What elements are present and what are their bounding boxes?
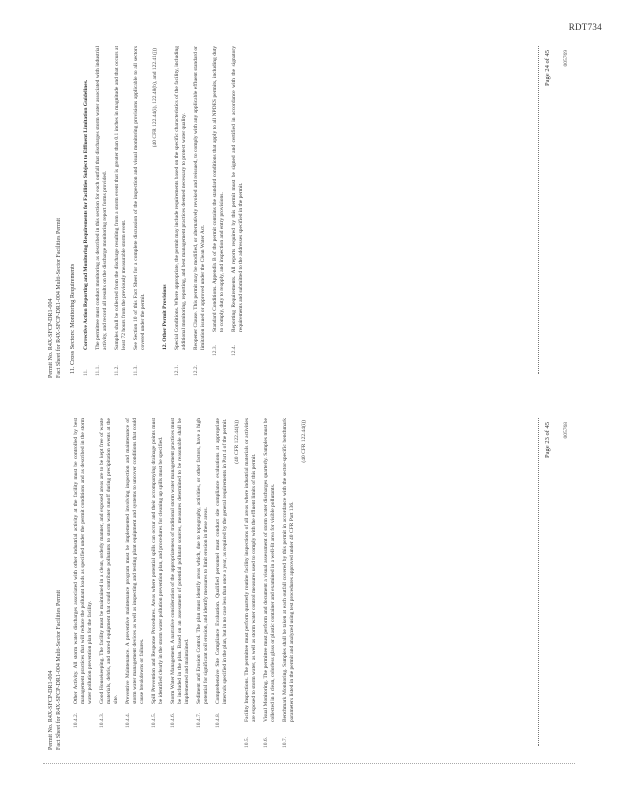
- paragraph: [174, 36, 188, 384]
- paragraph-text: Reopener Clause. This permit may be modified, or alternatively revoked and reissued, to comply with any applicable effluent standard or limitation issued or approved under the Clean Water Act.: [193, 46, 206, 350]
- header-fact-sheet-title: Fact Sheet for R4X-SFCP-DR1-004 Multi-Sector Facilities Permit: [56, 218, 62, 378]
- paragraph-number: 10.4.4.: [125, 712, 131, 728]
- paragraph-number: 10.4.8.: [215, 712, 221, 728]
- citation: (40 CFR 122.44(i)): [301, 420, 307, 463]
- paragraph: [133, 36, 147, 384]
- paragraph-number: 11.1.: [95, 365, 101, 376]
- paragraph-text: Storm Water Management. A narrative consideration of the appropriateness of traditional storm water management practices must be included in the plan. Based on an assessment of potential pollutant sources, measures determined to be reasonable shall be implemented and maintained.: [170, 418, 190, 704]
- paragraph-text: Sediment and Erosion Control. The plan must identify areas which, due to topography, activities, or other factors, have a high potential for significant soil erosion, and identify measures to limit erosion in these areas.: [196, 418, 209, 704]
- paragraph: [196, 408, 210, 756]
- paragraph: [231, 36, 245, 384]
- paragraph-text: Facility Inspections. The permittee must perform quarterly routine facility inspections of all areas where industrial materials or activities are exposed to storm water, as well as storm water control measures used to comply with the effluent limits of this permit.: [244, 418, 257, 722]
- page-left: [29, 408, 589, 756]
- paragraph-text: Corrective Action Reporting and Monitoring Requirements for Facilities Subject to Effluent Limitation Guidelines.: [83, 79, 89, 350]
- paragraph-number: 10.4.5.: [151, 712, 157, 728]
- paragraph-number: 10.4.3.: [99, 712, 105, 728]
- document-id: RDT734: [568, 22, 602, 32]
- paragraph-text: Good Housekeeping. The facility must be maintained in a clean, orderly manner, and exposed areas are to be kept free of waste materials, debris, and stored equipment that could contribute pollutants to storm water runoff during precipitation events at the site.: [99, 418, 119, 704]
- paragraph-number: 11.: [83, 369, 89, 376]
- paragraph-text: Visual Monitoring. The permittee must perform and document a visual assessment of storm water discharges quarterly. Samples must be collected in a clean, colorless glass or plastic container and examined in a well-lit area for visible pollutants.: [263, 418, 276, 722]
- paragraph-number: 12.2.: [193, 365, 199, 376]
- paragraph: [151, 408, 165, 756]
- paragraph: [244, 408, 258, 756]
- paragraph-text: Spill Prevention and Response Procedures. Areas where potential spills can occur and their accompanying drainage points must be identified clearly in the storm water pollution prevention plan, and procedures for cleaning up spills must be specified.: [151, 418, 164, 704]
- paragraph: [114, 36, 128, 384]
- page-right: [29, 36, 589, 384]
- paragraph-number: 10.5.: [244, 737, 250, 748]
- paragraph-text: Other Activity. All storm water discharges associated with other industrial activity at the facility must be controlled by best management practices that will reduce the pollutant loads as specified under the permit conditions and as described in the storm water pollution prevention plan for the facility.: [73, 418, 93, 704]
- header-permit-number: Permit No. R4X-SFCP-DR1-004: [48, 670, 54, 750]
- paragraph-text: See Section 10 of this Fact Sheet for a complete discussion of the inspection and visual monitoring provisions applicable to all sectors covered under the permit.: [133, 46, 146, 350]
- paragraph: [215, 408, 229, 756]
- citation: (40 CFR 122.44(i), 122.48(b), and 122.41(j)): [152, 48, 158, 148]
- paragraph: [99, 408, 120, 756]
- paragraph-text: Benchmark Monitoring. Samples shall be taken at each outfall covered by this permit in accordance with the sector-specific benchmark parameters listed in the permit and analyzed using test procedures approved under 40 CFR Part 136.: [282, 418, 295, 722]
- footer-rule: [538, 46, 539, 374]
- paragraph-number: 10.4.6.: [170, 712, 176, 728]
- paragraph-text: Special Conditions. Where appropriate, the permit may include requirements based on the specific characteristics of the facility, including additional monitoring, reporting, and best management practices deemed necessary to protect water quality.: [174, 46, 187, 350]
- paragraph: [95, 36, 109, 384]
- paragraph-number: 11.3.: [133, 365, 139, 376]
- header-permit-number: Permit No. R4X-SFCP-DR1-004: [48, 298, 54, 378]
- bates-stamp: 005769: [563, 50, 569, 67]
- paragraph-text: Samples shall be collected from the discharge resulting from a storm event that is greater than 0.1 inches in magnitude and that occurs at least 72 hours from the previously measurable storm event.: [114, 46, 127, 350]
- citation: (40 CFR 122.44(k)): [234, 420, 240, 464]
- paragraph-text: Standard Conditions. Appendix B of the permit contains the standard conditions that apply to all NPDES permits, including duty to comply, duty to reapply, and inspection and entry provisions.: [212, 46, 225, 332]
- paragraph-text: Reporting Requirements. All reports required by this permit must be signed and certified in accordance with the signatory requirements and submitted to the addresses specified in the permit.: [231, 46, 244, 332]
- section-title: 11. Cross Sectors: Monitoring Requirements: [69, 263, 76, 374]
- section-title-text: 12. Other Permit Provisions: [162, 284, 168, 350]
- header-fact-sheet-title: Fact Sheet for R4X-SFCP-DR1-004 Multi-Sector Facilities Permit: [56, 590, 62, 750]
- paragraph-text: The permittee must conduct monitoring as described in this section for each outfall that discharges storm water associated with industrial activity, and record all results on the discharge monitoring report forms provided.: [95, 46, 108, 350]
- page-header: [47, 218, 63, 378]
- paragraph-number: 12.3.: [212, 345, 218, 356]
- paragraph-text: Preventive Maintenance. A preventive maintenance program must be implemented involving inspection and maintenance of storm water management devices as well as inspecting and testing plant equipment and systems to uncover conditions that could cause breakdowns or failures.: [125, 418, 145, 704]
- paragraph-number: 10.4.2.: [73, 712, 79, 728]
- margin-line-marks: [43, 759, 575, 764]
- page-header: [47, 590, 63, 750]
- paragraph: [263, 408, 277, 756]
- paragraph-number: 10.4.7.: [196, 712, 202, 728]
- page-body: [73, 408, 311, 756]
- paragraph: [73, 408, 94, 756]
- paragraph: [282, 408, 296, 756]
- paragraph-number: 10.7.: [282, 737, 288, 748]
- page-number: Page 24 of 45: [544, 50, 551, 86]
- paragraph-text: Comprehensive Site Compliance Evaluation. Qualified personnel must conduct site compliance evaluations at appropriate intervals specified in the plan, but in no case less than once a year, as required by the general requirements in Part 4 of the permit.: [215, 418, 228, 704]
- paragraph: [193, 36, 207, 384]
- paragraph: [83, 36, 90, 384]
- paragraph-number: 12.1.: [174, 365, 180, 376]
- paragraph-number: 11.2.: [114, 365, 120, 376]
- page-body: [83, 36, 250, 384]
- paragraph-number: 10.6.: [263, 737, 269, 748]
- page-number: Page 23 of 45: [544, 422, 551, 458]
- paragraph-number: 12.4.: [231, 345, 237, 356]
- paragraph: [212, 36, 226, 384]
- footer-rule: [538, 418, 539, 746]
- paragraph: [170, 408, 191, 756]
- paragraph: [125, 408, 146, 756]
- section-title: [162, 36, 169, 384]
- scanned-sheet: [29, 30, 589, 770]
- bates-stamp: 005768: [563, 422, 569, 439]
